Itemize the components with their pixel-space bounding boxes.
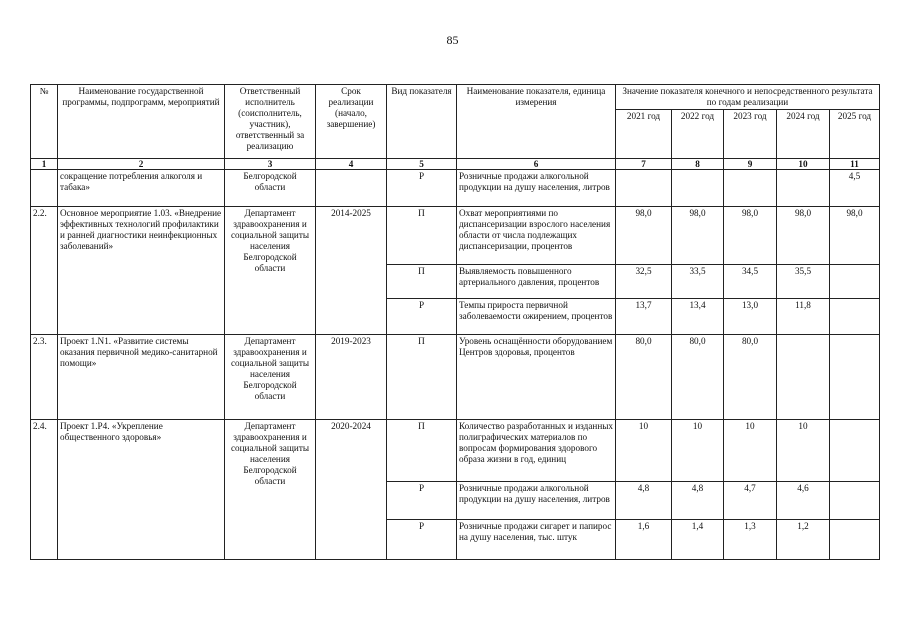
responsible-executor: Департамент здравоохранения и социальной защиты населения Белгородской области [225, 207, 316, 335]
indicator-type: Р [387, 170, 457, 207]
indicator-value: 10 [724, 420, 777, 482]
indicator-type: Р [387, 482, 457, 520]
indicator-value: 13,4 [672, 299, 724, 335]
indicator-name: Розничные продажи алкогольной продукции на душу населения, литров [457, 482, 616, 520]
indicator-value: 34,5 [724, 265, 777, 299]
implementation-period: 2020-2024 [316, 420, 387, 560]
indicator-type: П [387, 265, 457, 299]
column-number: 2 [58, 159, 225, 170]
indicator-value [724, 170, 777, 207]
indicator-value: 98,0 [616, 207, 672, 265]
indicator-value: 80,0 [616, 335, 672, 420]
indicator-value [830, 335, 880, 420]
indicator-name: Количество разработанных и изданных полиграфических материалов по вопросам формирования здорового образа жизни в год, единиц [457, 420, 616, 482]
indicator-name: Выявляемость повышенного артериального давления, процентов [457, 265, 616, 299]
column-number: 3 [225, 159, 316, 170]
header-number: № [31, 85, 58, 159]
table-row [31, 170, 880, 207]
indicator-value: 10 [672, 420, 724, 482]
indicator-value: 1,6 [616, 520, 672, 560]
indicator-type: Р [387, 299, 457, 335]
indicator-value [777, 335, 830, 420]
indicator-name: Темпы прироста первичной заболеваемости ожирением, процентов [457, 299, 616, 335]
indicator-value: 4,8 [672, 482, 724, 520]
indicator-value [830, 420, 880, 482]
indicator-value: 80,0 [672, 335, 724, 420]
column-number: 7 [616, 159, 672, 170]
indicator-value [672, 170, 724, 207]
row-number: 2.3. [31, 335, 58, 420]
implementation-period [316, 170, 387, 207]
row-number: 2.4. [31, 420, 58, 560]
program-name: сокращение потребления алкоголя и табака» [58, 170, 225, 207]
column-number: 9 [724, 159, 777, 170]
indicator-value: 1,3 [724, 520, 777, 560]
column-number: 1 [31, 159, 58, 170]
column-numbers-row [31, 159, 880, 170]
header-executor: Ответственный исполнитель (соисполнитель, участник), ответственный за реализацию [225, 85, 316, 159]
header-row [31, 85, 880, 110]
indicator-value: 13,0 [724, 299, 777, 335]
indicator-type: П [387, 335, 457, 420]
indicator-value: 4,5 [830, 170, 880, 207]
header-values-group: Значение показателя конечного и непосредственного результата по годам реализации [616, 85, 880, 110]
indicator-value: 35,5 [777, 265, 830, 299]
indicator-type: Р [387, 520, 457, 560]
indicator-value: 11,8 [777, 299, 830, 335]
table-body [31, 85, 880, 560]
header-year: 2023 год [724, 110, 777, 159]
indicator-value [616, 170, 672, 207]
row-number: 2.2. [31, 207, 58, 335]
column-number: 4 [316, 159, 387, 170]
indicator-value: 98,0 [830, 207, 880, 265]
indicator-value: 98,0 [777, 207, 830, 265]
indicator-name: Розничные продажи сигарет и папирос на душу населения, тыс. штук [457, 520, 616, 560]
header-period: Срок реализации (начало, завершение) [316, 85, 387, 159]
implementation-period: 2019-2023 [316, 335, 387, 420]
header-year: 2021 год [616, 110, 672, 159]
header-year: 2025 год [830, 110, 880, 159]
row-number [31, 170, 58, 207]
indicator-value: 80,0 [724, 335, 777, 420]
indicator-value [777, 170, 830, 207]
implementation-period: 2014-2025 [316, 207, 387, 335]
indicator-value: 98,0 [724, 207, 777, 265]
indicator-value: 4,8 [616, 482, 672, 520]
program-name: Основное мероприятие 1.03. «Внедрение эффективных технологий профилактики и ранней диагностики неинфекционных заболеваний» [58, 207, 225, 335]
header-indicator-type: Вид показателя [387, 85, 457, 159]
indicator-value: 1,2 [777, 520, 830, 560]
indicator-type: П [387, 420, 457, 482]
indicator-name: Охват мероприятиями по диспансеризации взрослого населения области от числа подлежащих диспансеризации, процентов [457, 207, 616, 265]
indicator-value: 4,6 [777, 482, 830, 520]
indicator-value: 10 [616, 420, 672, 482]
indicator-value [830, 299, 880, 335]
header-program-name: Наименование государственной программы, подпрограмм, мероприятий [58, 85, 225, 159]
table-row [31, 207, 880, 265]
program-name: Проект 1.Р4. «Укрепление общественного здоровья» [58, 420, 225, 560]
program-name: Проект 1.N1. «Развитие системы оказания первичной медико-санитарной помощи» [58, 335, 225, 420]
indicator-name: Розничные продажи алкогольной продукции на душу населения, литров [457, 170, 616, 207]
indicator-value: 13,7 [616, 299, 672, 335]
indicator-value [830, 482, 880, 520]
indicator-value: 10 [777, 420, 830, 482]
column-number: 5 [387, 159, 457, 170]
indicator-value [830, 520, 880, 560]
indicator-value: 33,5 [672, 265, 724, 299]
indicators-table [30, 84, 880, 560]
responsible-executor: Департамент здравоохранения и социальной защиты населения Белгородской области [225, 420, 316, 560]
header-year: 2024 год [777, 110, 830, 159]
page-number: 85 [446, 33, 459, 47]
indicator-value: 4,7 [724, 482, 777, 520]
responsible-executor: Белгородской области [225, 170, 316, 207]
responsible-executor: Департамент здравоохранения и социальной защиты населения Белгородской области [225, 335, 316, 420]
indicator-value [830, 265, 880, 299]
indicator-value: 32,5 [616, 265, 672, 299]
table-row [31, 335, 880, 420]
table-row [31, 420, 880, 482]
column-number: 8 [672, 159, 724, 170]
column-number: 6 [457, 159, 616, 170]
column-number: 10 [777, 159, 830, 170]
column-number: 11 [830, 159, 880, 170]
indicator-value: 98,0 [672, 207, 724, 265]
header-indicator-name: Наименование показателя, единица измерения [457, 85, 616, 159]
indicator-type: П [387, 207, 457, 265]
header-year: 2022 год [672, 110, 724, 159]
indicator-value: 1,4 [672, 520, 724, 560]
indicator-name: Уровень оснащённости оборудованием Центров здоровья, процентов [457, 335, 616, 420]
